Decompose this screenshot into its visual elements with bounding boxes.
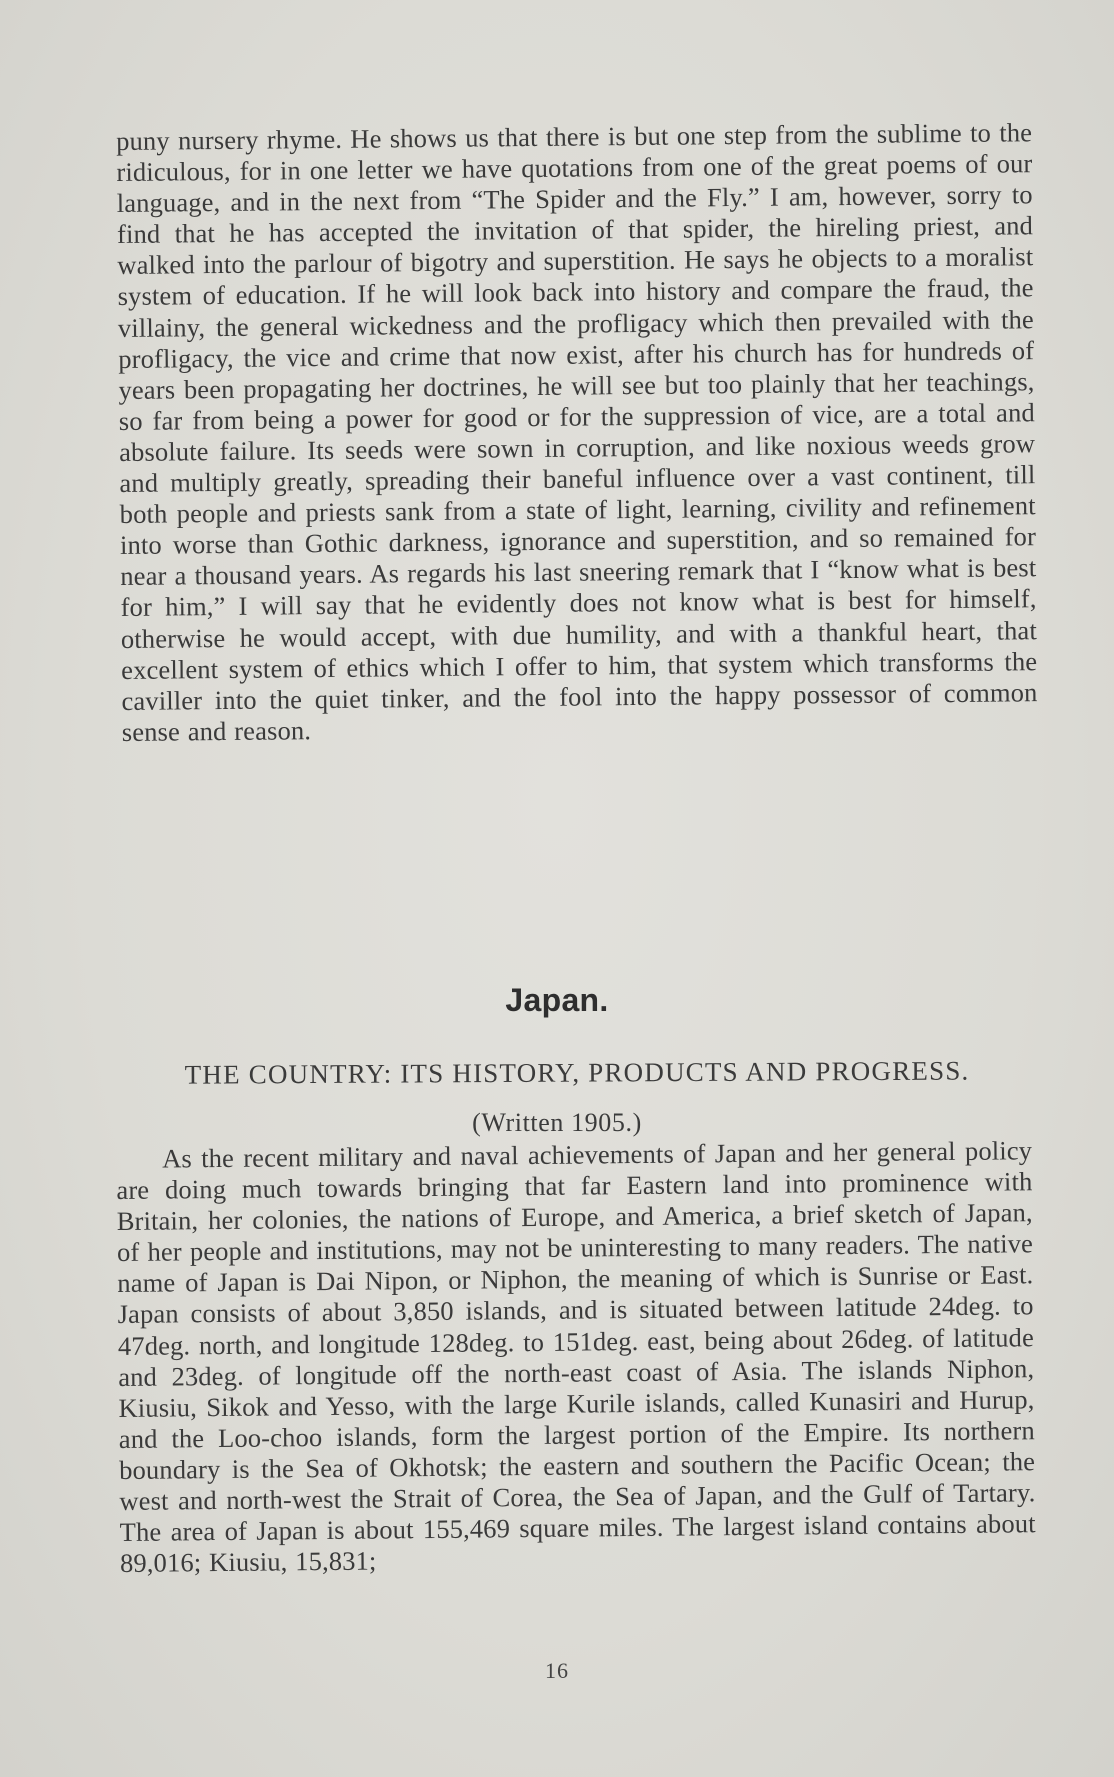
page-number: 16 xyxy=(545,1658,569,1683)
article-date: (Written 1905.) xyxy=(472,1108,642,1137)
article-title: Japan. xyxy=(505,982,609,1018)
continued-letter-paragraph xyxy=(116,117,1038,748)
paragraph-text: As the recent military and naval achievements of Japan and her general policy are doing much towards bringing that far Eastern land into prominence with Britain, her colonies, the nations of Europe, and America, a brief sketch of Japan, of her people and institutions, may not be uninteresting to many readers. The native name of Japan is Dai Nipon, or Niphon, the meaning of which is Sunrise or East. Japan consists of about 3,850 islands, and is situated between latitude 24deg. to 47deg. north, and longitude 128deg. to 151deg. east, being about 26deg. of latitude and 23deg. of longitude off the north-east coast of Asia. The islands Niphon, Kiusiu, Sikok and Yesso, with the large Kurile islands, called Kunasiri and Hurup, and the Loo-choo islands, form the largest portion of the Empire. Its northern boundary is the Sea of Okhotsk; the eastern and southern the Pacific Ocean; the west and north-west the Strait of Corea, the Sea of Japan, and the Gulf of Tartary. The area of Japan is about 155,469 square miles. The largest island contains about 89,016; Kiusiu, 15,831; xyxy=(116,1135,1036,1579)
article-subtitle: THE COUNTRY: ITS HISTORY, PRODUCTS AND PROGRESS. xyxy=(184,1055,970,1090)
article-body xyxy=(116,1135,1036,1579)
paragraph-text: puny nursery rhyme. He shows us that there is but one step from the sublime to the ridiculous, for in one letter we have quotations from one of the great poems of our language, and in the next from “The Spider and the Fly.” I am, however, sorry to find that he has accepted the invitation of that spider, the hireling priest, and walked into the parlour of bigotry and superstition. He says he objects to a moralist system of education. If he will look back into history and compare the fraud, the villainy, the general wickedness and the profligacy which then prevailed with the profligacy, the vice and crime that now exist, after his church has for hundreds of years been propagating her doctrines, he will see but too plainly that her teachings, so far from being a power for good or for the suppression of vice, are a total and absolute failure. Its seeds were sown in corruption, and like noxious weeds grow and multiply greatly, spreading their baneful influence over a vast continent, till both people and priests sank from a state of light, learning, civility and refinement into worse than Gothic darkness, ignorance and superstition, and so remained for near a thousand years. As regards his last sneering remark that I “know what is best for him,” I will say that he evidently does not know what is best for himself, otherwise he would accept, with due humility, and with a thankful heart, that excellent system of ethics which I offer to him, that system which transforms the caviller into the quiet tinker, and the fool into the happy possessor of common sense and reason. xyxy=(116,117,1038,747)
